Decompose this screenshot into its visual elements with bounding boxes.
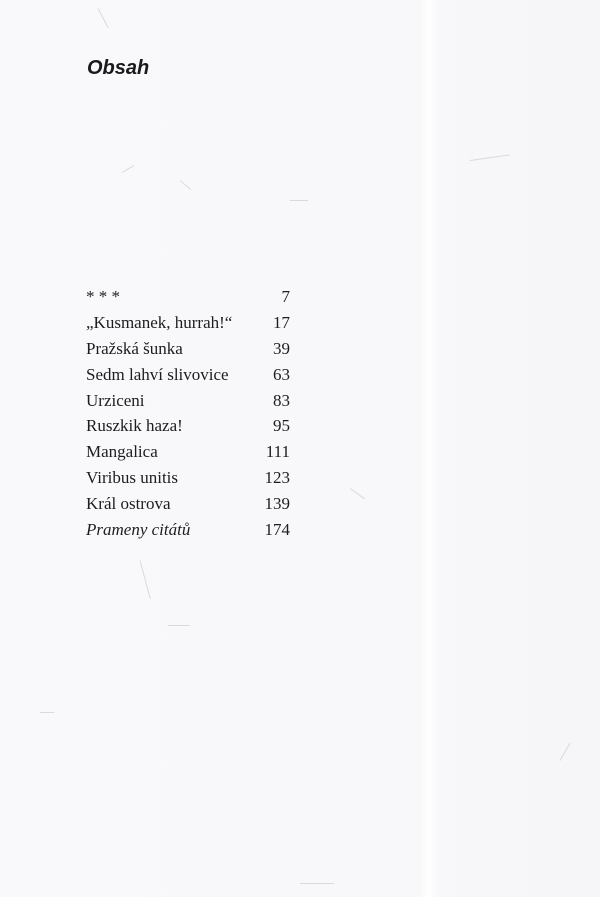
paper-fiber — [350, 488, 365, 499]
toc-entry — [86, 338, 290, 364]
paper-fiber — [300, 883, 334, 884]
toc-entry — [86, 467, 290, 493]
toc-entry-page-number: 139 — [264, 494, 290, 514]
toc-entry-page-number: 83 — [273, 390, 290, 410]
paper-fiber — [560, 743, 571, 761]
toc-entry-title: Pražská šunka — [86, 338, 183, 358]
toc-entry — [86, 415, 290, 441]
toc-entry — [86, 364, 290, 390]
toc-entry-title: * * * — [86, 287, 120, 306]
toc-entry-page-number: 63 — [273, 364, 290, 384]
show-through-column — [418, 0, 440, 897]
toc-entry-title: Král ostrova — [86, 494, 171, 514]
toc-entry-title: Urziceni — [86, 390, 145, 410]
paper-fiber — [290, 200, 308, 201]
paper-fiber — [40, 712, 54, 713]
toc-entry — [86, 390, 290, 416]
toc-entry-page-number: 7 — [281, 287, 290, 306]
toc-entry-page-number: 123 — [264, 468, 290, 488]
toc-entry-title: „Kusmanek, hurrah!“ — [86, 312, 233, 332]
toc-entry-page-number: 39 — [273, 338, 290, 358]
toc-entry-page-number: 174 — [264, 520, 290, 540]
toc-entry-title: Prameny citátů — [86, 520, 191, 540]
toc-entry — [86, 519, 290, 545]
toc-entry — [86, 441, 290, 467]
toc-entry — [86, 312, 290, 338]
toc-entry-title: Mangalica — [86, 442, 158, 462]
paper-fiber — [168, 625, 190, 626]
contents-heading: Obsah — [87, 57, 150, 79]
paper-fiber — [470, 154, 510, 161]
paper-fiber — [122, 165, 135, 173]
toc-entry-title: Sedm lahví slivovice — [86, 364, 229, 384]
toc-entry-title: Viribus unitis — [86, 468, 179, 488]
toc-entry-page-number: 95 — [273, 416, 290, 436]
toc-entry — [86, 286, 290, 312]
toc-entry-title: Ruszkik haza! — [86, 416, 183, 436]
paper-fiber — [140, 560, 151, 599]
toc-entry-page-number: 111 — [265, 442, 290, 462]
toc-entry-page-number: 17 — [273, 312, 290, 332]
paper-fiber — [180, 180, 191, 190]
table-of-contents — [86, 286, 290, 545]
toc-entry — [86, 493, 290, 519]
paper-fiber — [98, 8, 109, 28]
